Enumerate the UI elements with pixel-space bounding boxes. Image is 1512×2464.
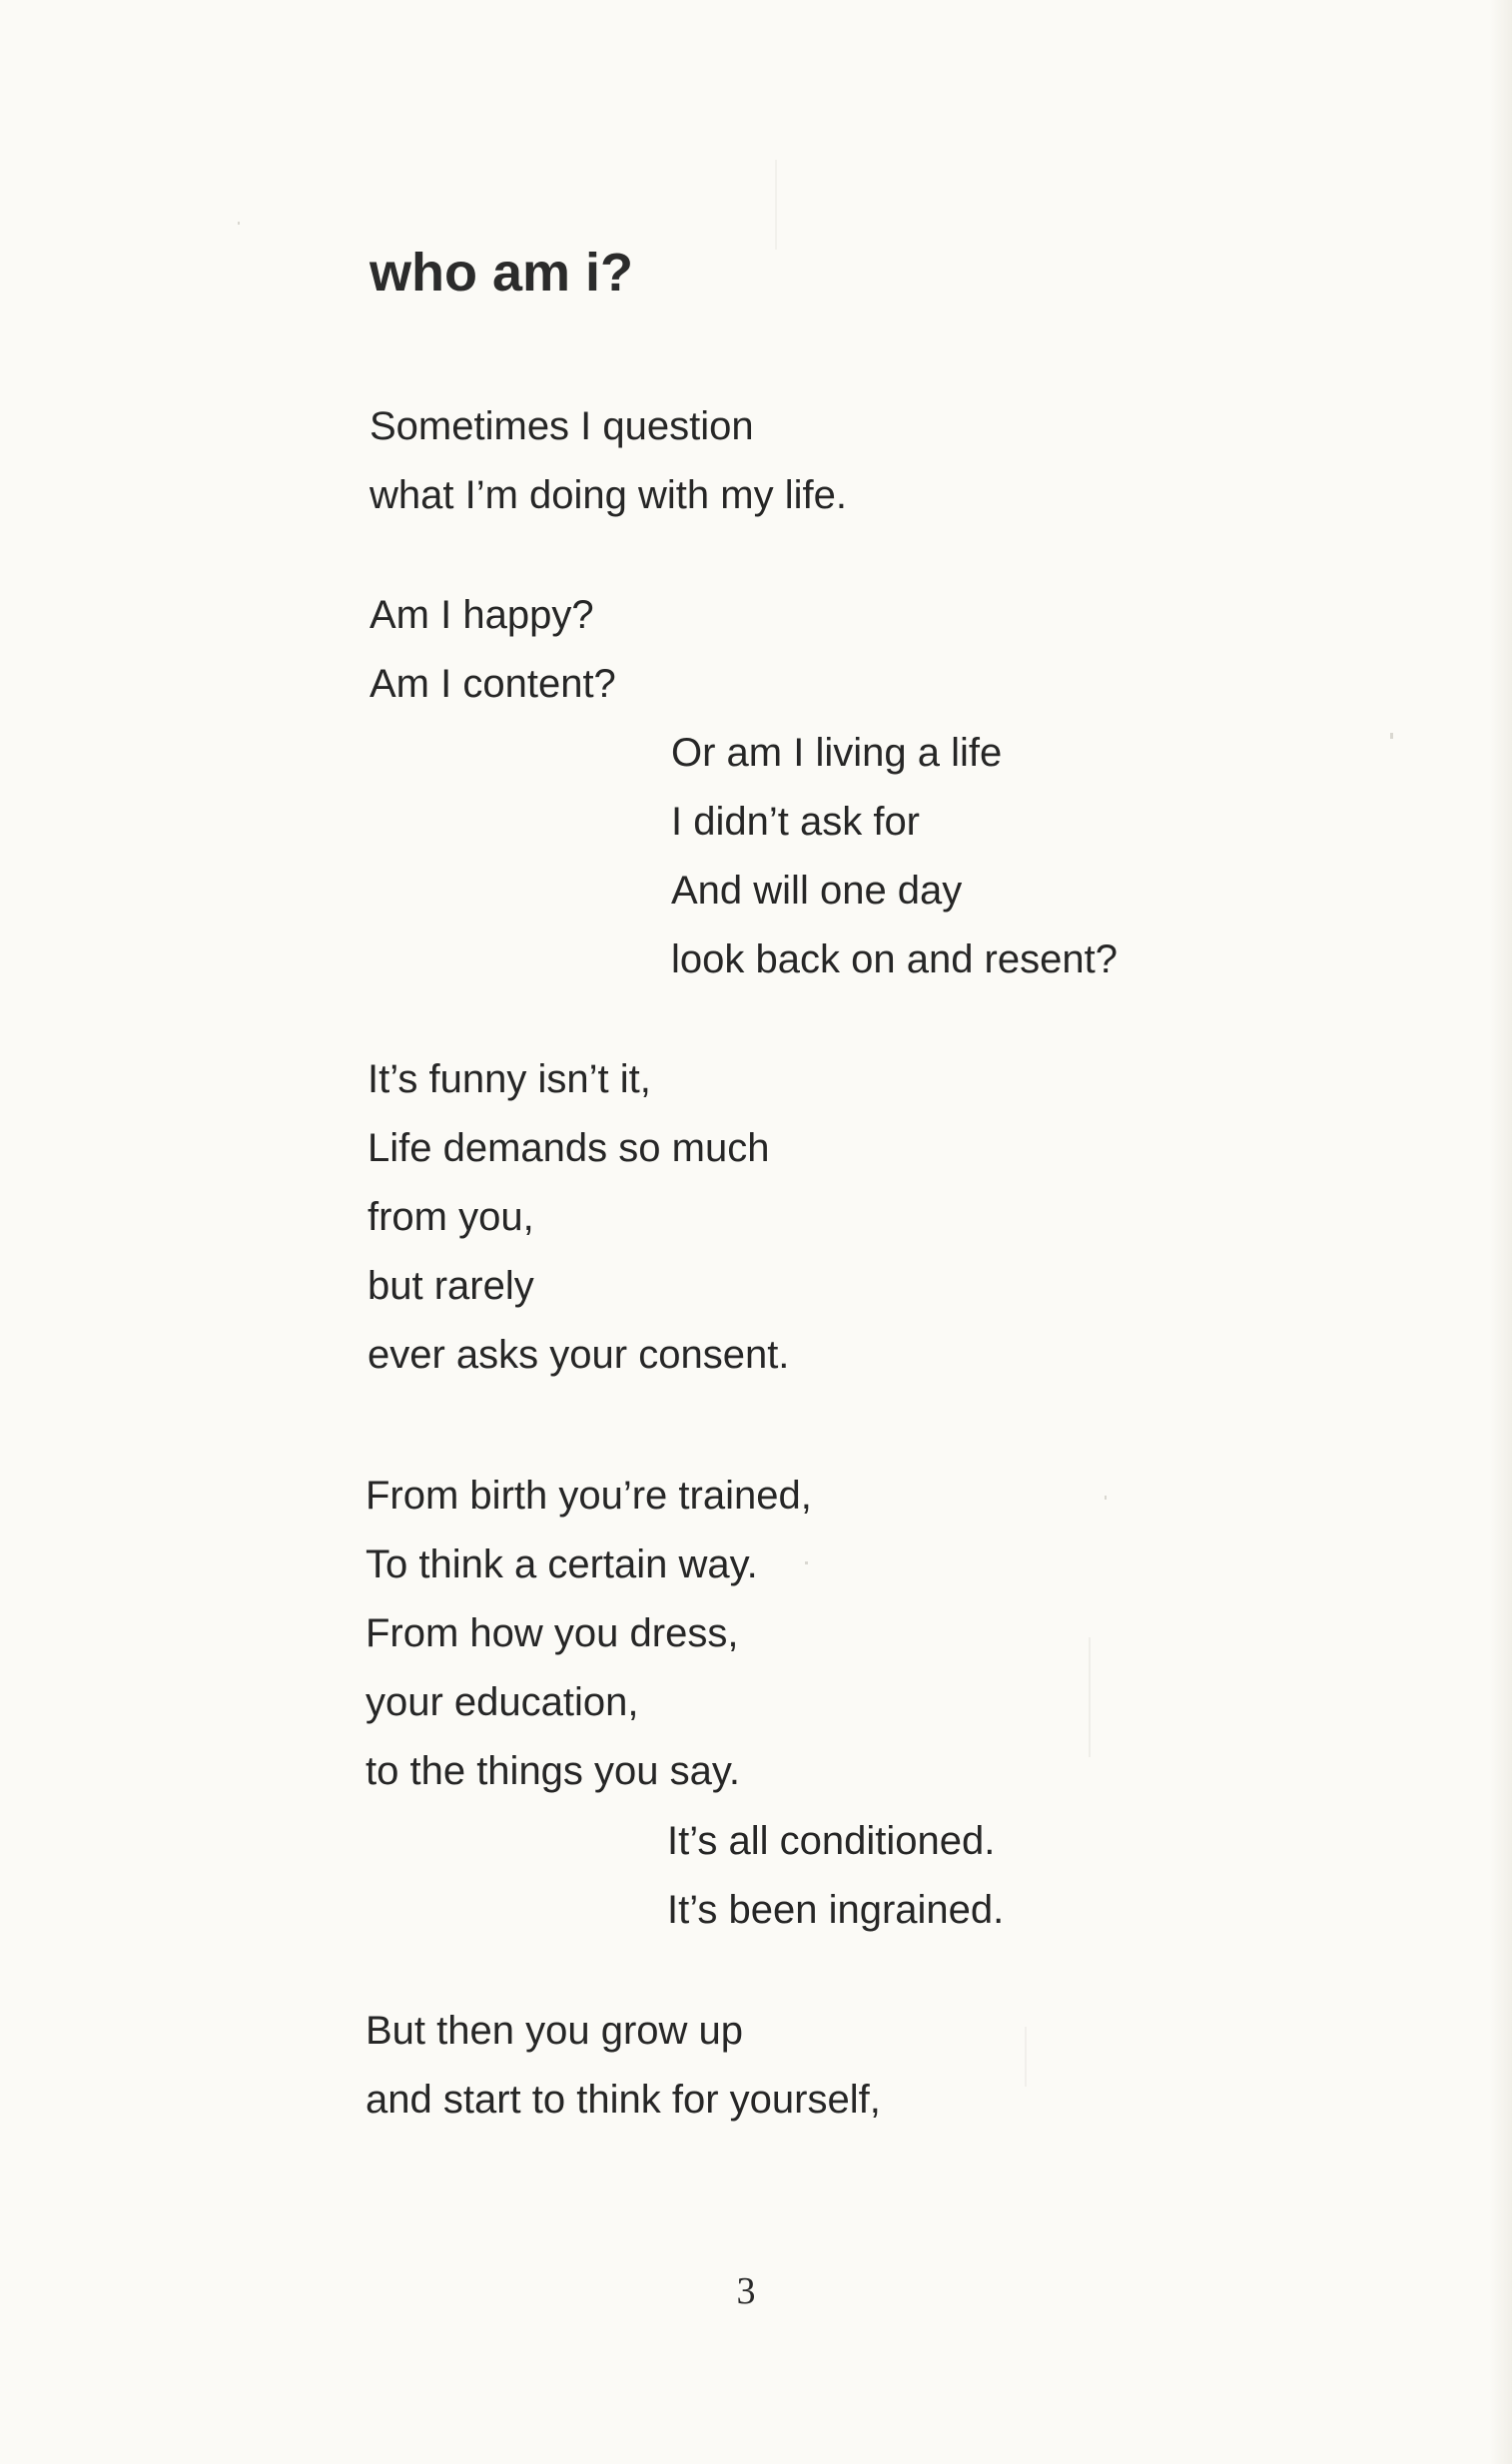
poem-line: look back on and resent?: [671, 937, 1118, 981]
scan-speck: [1105, 1496, 1107, 1500]
poem-line: It’s all conditioned.: [667, 1819, 996, 1863]
poem-line: Am I content?: [370, 662, 616, 706]
poem-line: Life demands so much: [368, 1126, 770, 1170]
poem-line: I didn’t ask for: [671, 800, 921, 844]
page-edge-shading: [1490, 0, 1512, 2464]
poem-line: From birth you’re trained,: [366, 1474, 812, 1518]
page-number: 3: [736, 2270, 756, 2312]
poem-title: who am i?: [370, 243, 634, 303]
poem-line: Sometimes I question: [370, 404, 754, 448]
scan-speck: [238, 222, 240, 225]
poem-line: from you,: [368, 1195, 534, 1239]
poem-line: to the things you say.: [366, 1749, 741, 1793]
poem-line: And will one day: [671, 869, 963, 913]
poem-line: But then you grow up: [366, 2009, 744, 2053]
scan-speck: [1390, 733, 1393, 739]
scan-speck: [775, 160, 777, 250]
poem-line: what I’m doing with my life.: [370, 473, 847, 517]
poem-line: Or am I living a life: [671, 731, 1003, 775]
poem-line: Am I happy?: [370, 593, 594, 637]
poem-line: and start to think for yourself,: [366, 2078, 881, 2122]
stanza-2: [370, 581, 616, 719]
poem-line: It’s been ingrained.: [667, 1888, 1005, 1932]
poem-line: To think a certain way.: [366, 1542, 758, 1586]
poem-line: From how you dress,: [366, 1611, 739, 1655]
poem-line: ever asks your consent.: [368, 1333, 790, 1377]
scan-speck: [1025, 2027, 1027, 2087]
stanza-1: [370, 392, 847, 530]
poem-line: It’s funny isn’t it,: [368, 1057, 651, 1101]
scan-speck: [1089, 1637, 1091, 1757]
stanza-3-indented: [671, 719, 1118, 994]
stanza-4: [368, 1045, 789, 1390]
scan-speck: [805, 1561, 808, 1564]
stanza-6-indented: [667, 1807, 1004, 1945]
poem-line: but rarely: [368, 1264, 534, 1308]
stanza-5: [366, 1462, 812, 1806]
stanza-7: [366, 1997, 881, 2135]
poem-line: your education,: [366, 1680, 639, 1724]
